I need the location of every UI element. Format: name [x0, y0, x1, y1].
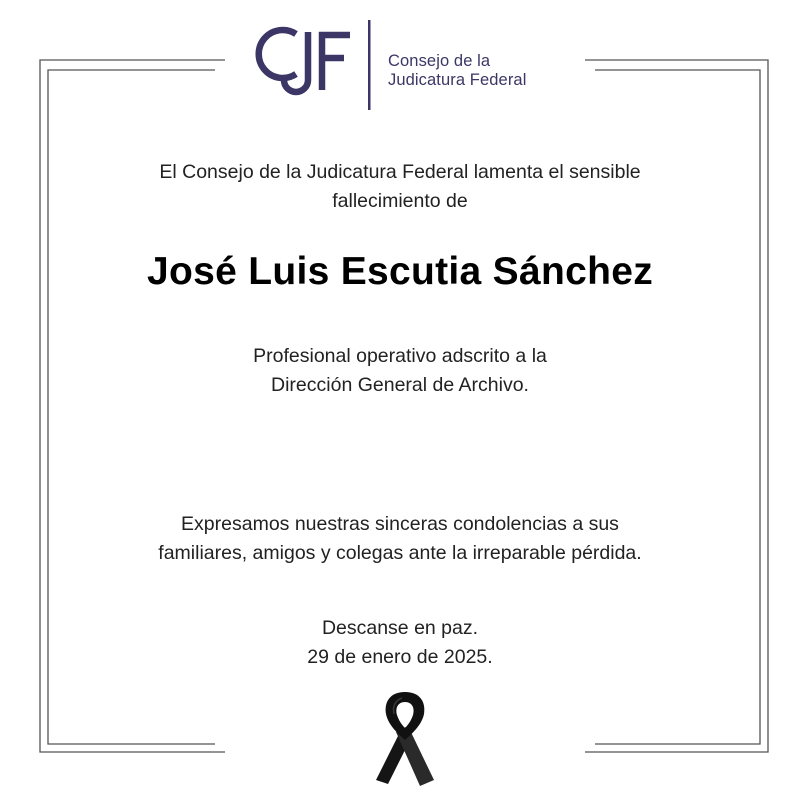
notice-date: 29 de enero de 2025.	[307, 646, 493, 668]
intro-line1: El Consejo de la Judicatura Federal lamenta el sensible	[159, 161, 641, 183]
condolences-line1: Expresamos nuestras sinceras condolencias a sus	[181, 513, 619, 535]
mourning-ribbon-icon	[372, 688, 438, 788]
intro-text	[60, 158, 740, 216]
org-name-line1: Consejo de la	[388, 52, 491, 70]
rest-in-peace: Descanse en paz.	[321, 617, 479, 639]
condolences-text	[60, 510, 740, 568]
condolences-line2: familiares, amigos y colegas ante la irreparable pérdida.	[158, 542, 642, 564]
intro-line2: fallecimiento de	[332, 190, 468, 212]
header-logo	[250, 16, 570, 108]
closing-text	[60, 614, 740, 672]
cjf-logo-icon	[250, 20, 380, 112]
role-line1: Profesional operativo adscrito a la	[253, 345, 547, 367]
role-text	[60, 342, 740, 400]
deceased-name: José Luis Escutia Sánchez	[146, 250, 654, 293]
role-line2: Dirección General de Archivo.	[271, 374, 529, 396]
org-name-line2: Judicatura Federal	[388, 71, 527, 89]
org-name	[388, 52, 526, 90]
